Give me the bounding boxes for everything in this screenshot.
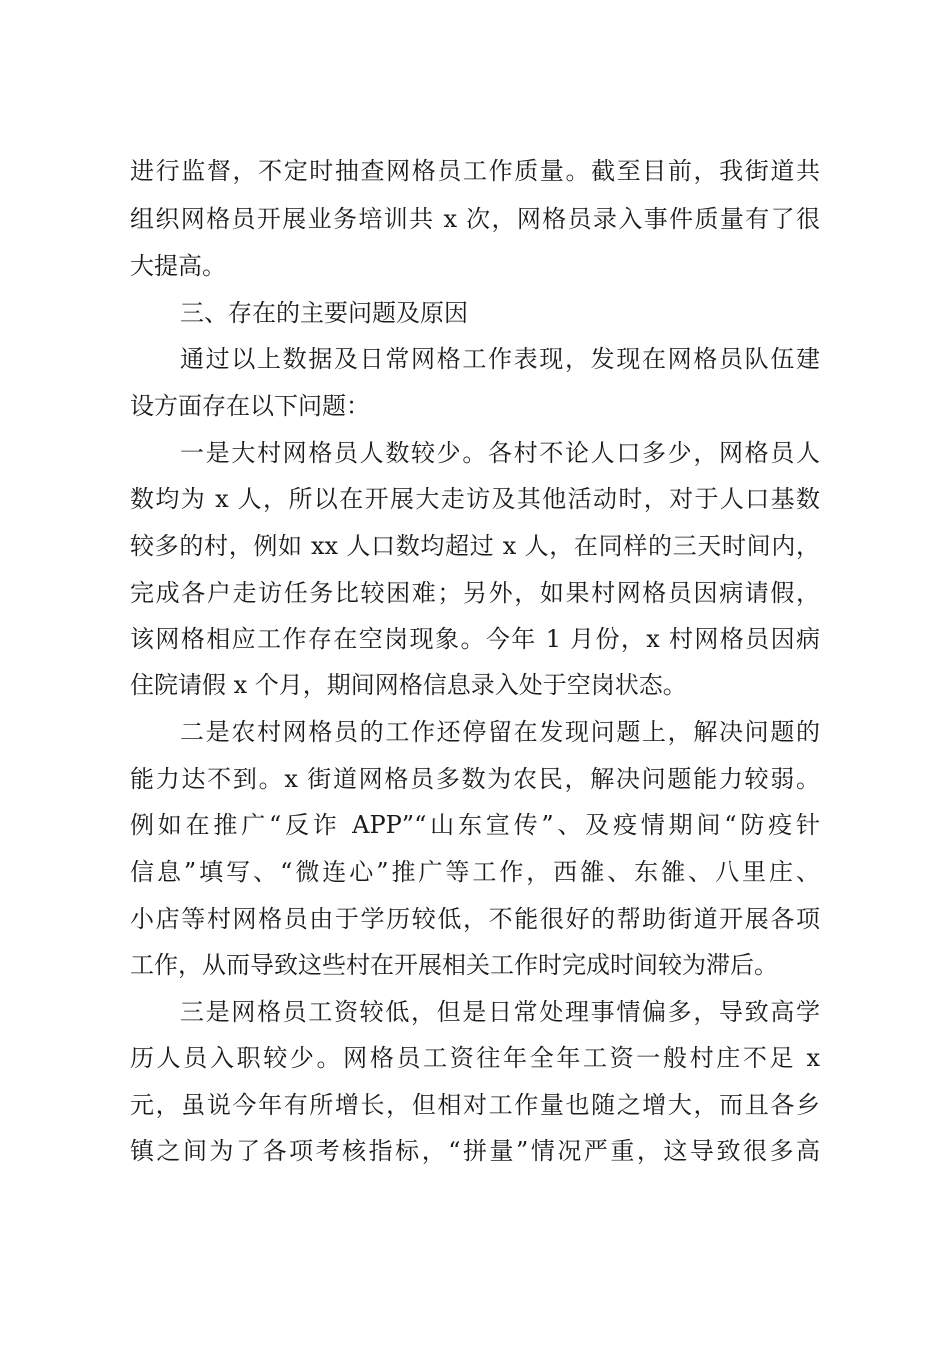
body-text-line: 小店等村网格员由于学历较低，不能很好的帮助街道开展各项: [130, 905, 820, 933]
body-text-line: 镇之间为了各项考核指标，“拼量”情况严重，这导致很多高: [130, 1137, 820, 1165]
body-text-line: 较多的村，例如 xx 人口数均超过 x 人，在同样的三天时间内，: [130, 532, 820, 560]
body-text-line: 二是农村网格员的工作还停留在发现问题上，解决问题的: [180, 718, 820, 746]
body-text-line: 工作，从而导致这些村在开展相关工作时完成时间较为滞后。: [130, 951, 778, 979]
body-text-line: 住院请假 x 个月，期间网格信息录入处于空岗状态。: [130, 671, 687, 699]
body-text-line: 完成各户走访任务比较困难；另外，如果村网格员因病请假，: [130, 579, 820, 607]
body-text-line: 元，虽说今年有所增长，但相对工作量也随之增大，而且各乡: [130, 1091, 820, 1119]
body-text-line: 三是网格员工资较低，但是日常处理事情偏多，导致高学: [180, 998, 820, 1026]
body-text-line: 设方面存在以下问题：: [130, 392, 370, 420]
body-text-line: 进行监督，不定时抽查网格员工作质量。截至目前，我街道共: [130, 157, 820, 185]
body-text-line: 能力达不到。x 街道网格员多数为农民，解决问题能力较弱。: [130, 765, 820, 793]
body-text-line: 信息”填写、“微连心”推广等工作，西雒、东雒、八里庄、: [130, 858, 820, 886]
body-text-line: 通过以上数据及日常网格工作表现，发现在网格员队伍建: [180, 345, 820, 373]
body-text-line: 该网格相应工作存在空岗现象。今年 1 月份，x 村网格员因病: [130, 625, 820, 653]
section-heading: 三、存在的主要问题及原因: [180, 299, 468, 327]
body-text-line: 历人员入职较少。网格员工资往年全年工资一般村庄不足 x: [130, 1044, 820, 1072]
body-text-line: 大提高。: [130, 252, 226, 280]
body-text-line: 数均为 x 人，所以在开展大走访及其他活动时，对于人口基数: [130, 485, 820, 513]
body-text-line: 组织网格员开展业务培训共 x 次，网格员录入事件质量有了很: [130, 205, 820, 233]
body-text-line: 例如在推广“反诈 APP”“山东宣传”、及疫情期间“防疫针: [130, 811, 820, 839]
body-text-line: 一是大村网格员人数较少。各村不论人口多少，网格员人: [180, 439, 820, 467]
